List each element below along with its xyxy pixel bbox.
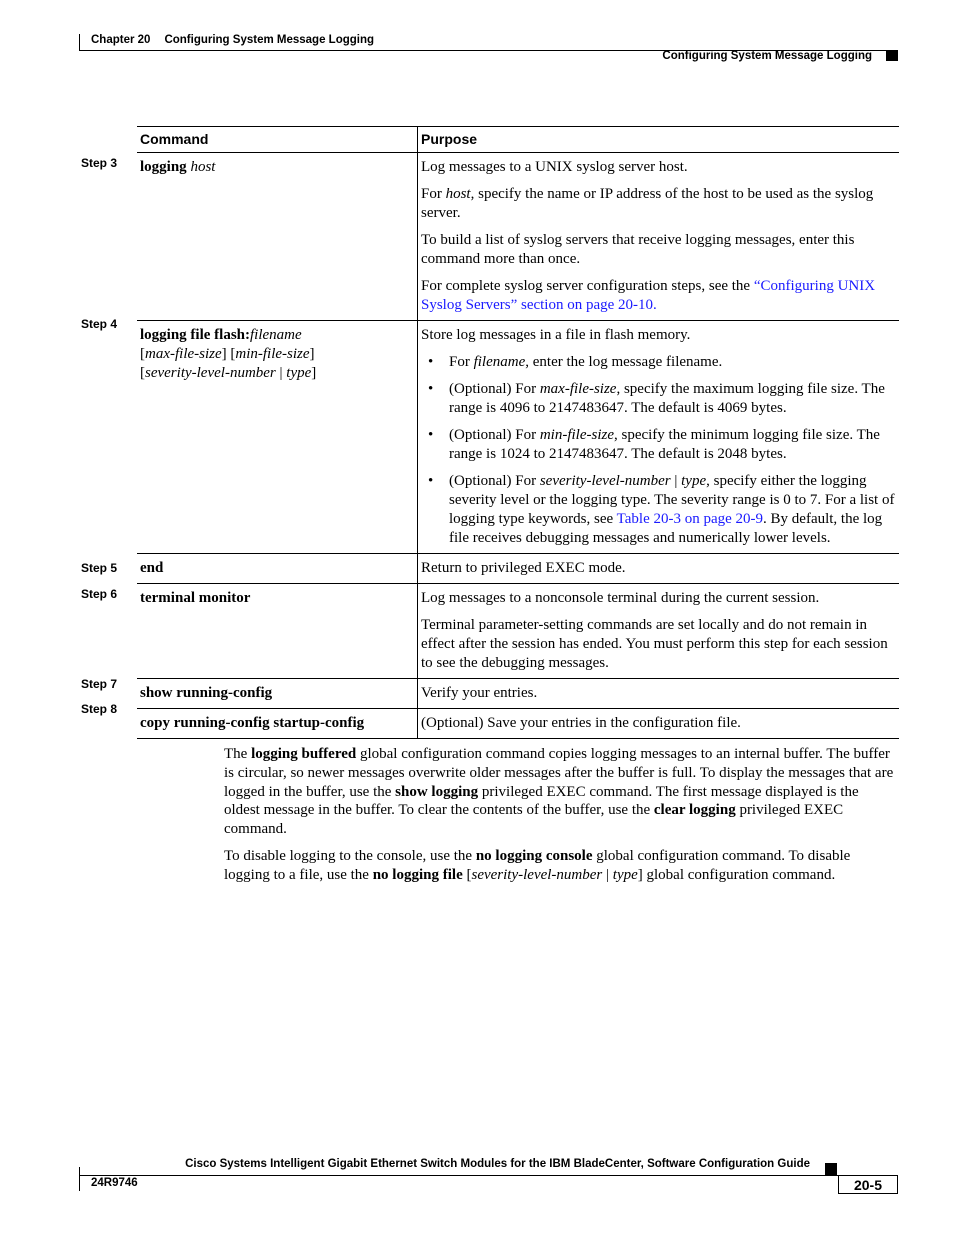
command-keyword: show running-config (140, 685, 273, 701)
step-label: Step 6 (81, 587, 118, 601)
command-table (137, 126, 899, 739)
column-header-purpose: Purpose (418, 127, 900, 153)
command-cell (137, 584, 418, 679)
purpose-cell (418, 321, 900, 554)
purpose-cell (418, 679, 900, 709)
purpose-text: Store log messages in a file in flash memory. (421, 327, 691, 343)
command-keyword: copy running-config startup-config (140, 715, 365, 731)
list-item: • For filename, enter the log message filename. (449, 353, 896, 372)
command-argument: host (190, 159, 216, 175)
command-cell (137, 679, 418, 709)
header-rule-vertical (79, 34, 80, 51)
footer-guide-title: Cisco Systems Intelligent Gigabit Ethernet Switch Modules for the IBM BladeCenter, Software Configuration Guide (185, 1158, 810, 1170)
body-paragraph: To disable logging to the console, use the no logging console global configuration command. To disable logging to a file, use the no logging file [severity-level-number | type] global configuration command. (224, 847, 851, 883)
step-label: Step 7 (81, 677, 118, 691)
purpose-text: To build a list of syslog servers that receive logging messages, enter this command more than once. (421, 232, 855, 267)
body-text (224, 745, 898, 893)
purpose-text: For complete syslog server configuration steps, see the “Configuring UNIX Syslog Servers” section on page 20-10. (421, 278, 876, 313)
purpose-cell (418, 554, 900, 584)
running-header-right: Configuring System Message Logging (662, 50, 872, 62)
chapter-number: Chapter 20 (91, 34, 151, 46)
purpose-text: Verify your entries. (421, 685, 538, 701)
table-row (137, 584, 899, 679)
command-cell (137, 554, 418, 584)
chapter-title: Configuring System Message Logging (164, 34, 375, 46)
command-cell (137, 709, 418, 739)
list-item: • (Optional) For min-file-size, specify the minimum logging file size. The range is 1024 to 2147483647. The default is 2048 bytes. (449, 426, 896, 464)
list-item: • (Optional) For severity-level-number | type, specify either the logging severity level or the logging type. The severity range is 0 to 7. For a list of logging type keywords, see Table 20-3 on page 20-9. By default, the log file receives debugging messages and numerically lower levels. (449, 472, 896, 548)
running-header-left (91, 34, 388, 46)
step-label: Step 4 (81, 317, 118, 331)
purpose-cell (418, 153, 900, 321)
footer-doc-number: 24R9746 (91, 1177, 138, 1189)
command-keyword: logging (140, 159, 187, 175)
command-keyword: logging file flash: (140, 327, 251, 343)
cross-reference-link[interactable]: “Configuring UNIX Syslog Servers” section on page 20-10 (421, 278, 876, 313)
table-row (137, 554, 899, 584)
step-label: Step 3 (81, 156, 118, 170)
purpose-text: Log messages to a UNIX syslog server host. (421, 159, 688, 175)
cross-reference-link[interactable]: Table 20-3 on page 20-9 (616, 511, 764, 527)
purpose-cell (418, 709, 900, 739)
table-row (137, 153, 899, 321)
footer-rule (79, 1175, 839, 1176)
table-header-row (137, 127, 899, 153)
purpose-text: Return to privileged EXEC mode. (421, 560, 626, 576)
step-label: Step 5 (81, 561, 118, 575)
command-cell (137, 153, 418, 321)
header-block-marker (886, 50, 898, 61)
table-row (137, 321, 899, 554)
purpose-text: Terminal parameter-setting commands are set locally and do not remain in effect after the session has ended. You must perform this step for each session to see the debugging messages. (421, 617, 888, 671)
list-item: • (Optional) For max-file-size, specify the maximum logging file size. The range is 4096 to 2147483647. The default is 4069 bytes. (449, 380, 896, 418)
command-keyword: terminal monitor (140, 590, 251, 606)
body-paragraph: The logging buffered global configuration command copies logging messages to an internal buffer. The buffer is circular, so newer messages overwrite older messages after the buffer is full. To display the messages that are logged in the buffer, use the show logging privileged EXEC command. The first message displayed is the oldest message in the buffer. To clear the contents of the buffer, use the clear logging privileged EXEC command. (224, 746, 894, 838)
footer-rule-vertical (79, 1167, 80, 1191)
page-number: 20-5 (838, 1175, 898, 1194)
command-keyword: end (140, 560, 164, 576)
purpose-text: (Optional) Save your entries in the configuration file. (421, 715, 741, 731)
table-row (137, 709, 899, 739)
column-header-command: Command (137, 127, 418, 153)
table-row (137, 679, 899, 709)
purpose-text: Log messages to a nonconsole terminal during the current session. (421, 590, 820, 606)
step-label: Step 8 (81, 702, 118, 716)
purpose-cell (418, 584, 900, 679)
command-cell: logging file flash:filename [max-file-size] [min-file-size] [severity-level-number | type] (137, 321, 418, 554)
option-list (421, 353, 896, 548)
purpose-text: For host, specify the name or IP address of the host to be used as the syslog server. (421, 186, 874, 221)
